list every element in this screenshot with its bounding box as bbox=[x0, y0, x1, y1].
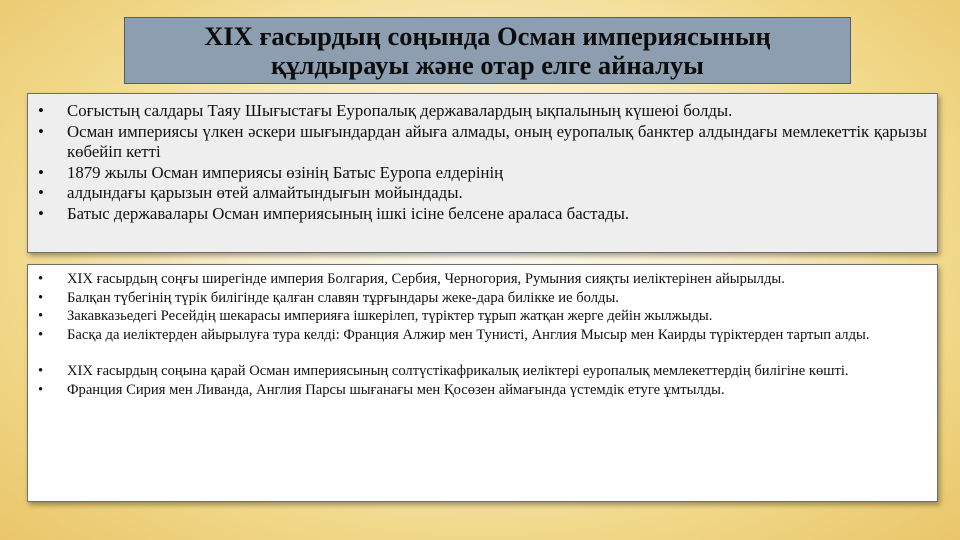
territorial-losses-panel bbox=[27, 264, 938, 502]
slide-title-line-2: құлдырауы және отар елге айналуы bbox=[271, 49, 704, 80]
list-item: • Франция Сирия мен Ливанда, Англия Парсы шығанағы мен Қосөзен аймағында үстемдік етуге ұмтылды. bbox=[38, 381, 927, 400]
list-item: • Соғыстың салдары Таяу Шығыстағы Еуропалық державалардың ықпалының күшеюі болды. bbox=[38, 101, 927, 122]
list-item: • Балқан түбегінің түрік билігінде қалған славян тұрғындары жеке-дара билікке ие болды. bbox=[38, 289, 927, 308]
list-item: • алдындағы қарызын өтей алмайтындығын мойындады. bbox=[38, 183, 927, 204]
consequences-list bbox=[38, 101, 927, 225]
consequences-panel bbox=[27, 93, 938, 253]
list-item: • XIX ғасырдың соңына қарай Осман империясының солтүстікафрикалық иеліктері еуропалық мемлекеттердің билігіне көшті. bbox=[38, 362, 927, 381]
slide-title-line-1: XIX ғасырдың соңында Осман империясының bbox=[204, 20, 771, 51]
list-item: • Басқа да иеліктерден айырылуға тура келді: Франция Алжир мен Тунисті, Англия Мысыр мен Каирды түріктерден тартып алды. bbox=[38, 326, 927, 345]
list-item: • Осман империясы үлкен әскери шығындардан айыға алмады, оның еуропалық банктер алдындағы мемлекеттік қарызы көбейіп кетті bbox=[38, 122, 927, 163]
list-item: • 1879 жылы Осман империясы өзінің Батыс Еуропа елдерінің bbox=[38, 163, 927, 184]
slide-title bbox=[124, 17, 851, 84]
list-item: • Батыс державалары Осман империясының ішкі ісіне белсене араласа бастады. bbox=[38, 204, 927, 225]
list-item: • Закавказьедегі Ресейдің шекарасы империяға ішкерілеп, түріктер тұрып жатқан жерге дейін жылжыды. bbox=[38, 307, 927, 326]
list-item: • XIX ғасырдың соңғы ширегінде империя Болгария, Сербия, Черногория, Румыния сияқты иеліктерінен айырылды. bbox=[38, 270, 927, 289]
territorial-losses-list bbox=[38, 270, 927, 400]
